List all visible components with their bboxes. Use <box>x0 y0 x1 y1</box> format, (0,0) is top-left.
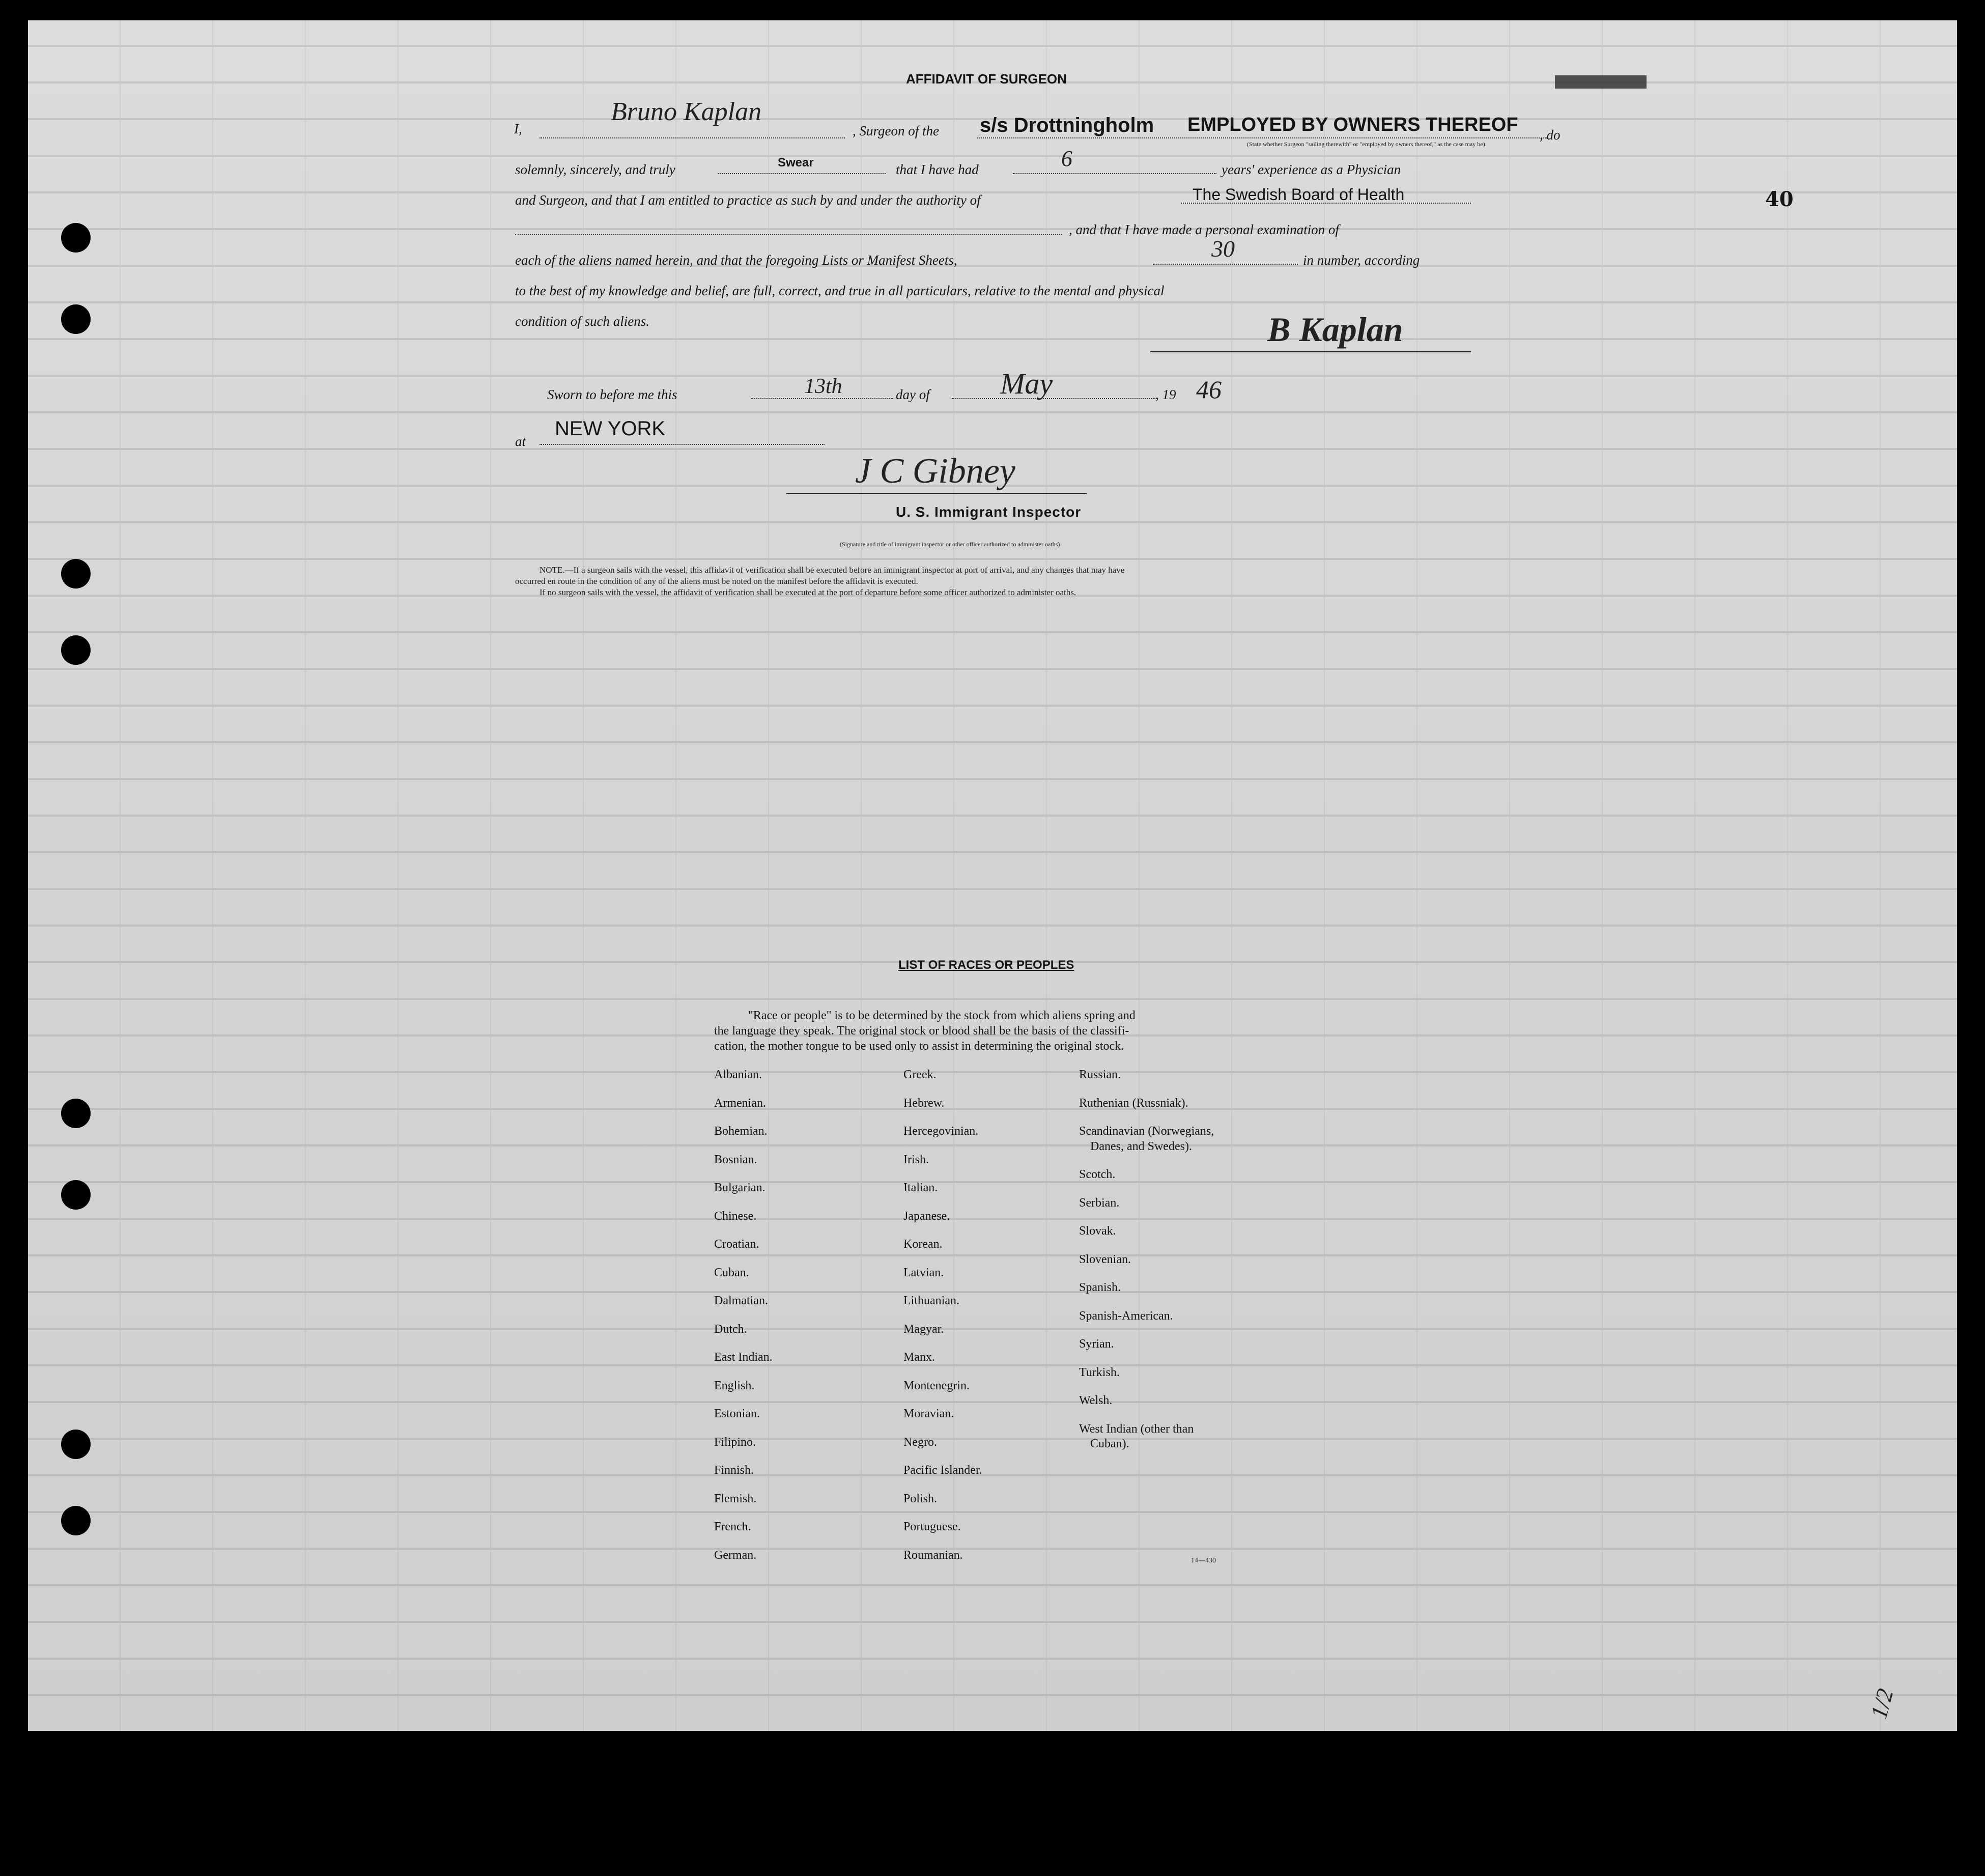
race-item: Chinese. <box>714 1209 757 1223</box>
authority-text: and Surgeon, and that I am entitled to practice as such by and under the authority of <box>515 192 981 208</box>
punch-hole <box>61 559 91 589</box>
race-item: Welsh. <box>1079 1394 1113 1407</box>
race-item: Scotch. <box>1079 1168 1116 1181</box>
authority-line <box>1181 203 1471 204</box>
inspector-title: U. S. Immigrant Inspector <box>896 504 1082 520</box>
sheets-value: 30 <box>1211 236 1235 262</box>
race-item: Korean. <box>903 1238 943 1251</box>
inspector-signature-line <box>786 493 1087 494</box>
sworn-year: 46 <box>1196 375 1222 404</box>
manifest-text: each of the aliens named herein, and that the foregoing Lists or Manifest Sheets, <box>515 253 957 268</box>
authority-line-2 <box>515 234 1062 235</box>
ship-line <box>977 137 1547 138</box>
at-label: at <box>515 434 526 449</box>
authority-value: The Swedish Board of Health <box>1193 185 1405 204</box>
surgeon-name: Bruno Kaplan <box>611 97 762 126</box>
name-line <box>540 137 845 138</box>
day-of-text: day of <box>896 387 930 402</box>
race-item: English. <box>714 1379 755 1392</box>
year-prefix: , 19 <box>1155 387 1176 402</box>
note-line-1: NOTE.—If a surgeon sails with the vessel, this affidavit of verification shall be executed before an immigrant inspector at port of arrival, and any changes that may have <box>540 565 1125 575</box>
race-item: Montenegrin. <box>903 1379 970 1392</box>
race-item: Spanish. <box>1079 1281 1121 1294</box>
races-intro-line: the language they speak. The original stock or blood shall be the basis of the classifi- <box>714 1024 1129 1038</box>
race-item: Slovak. <box>1079 1224 1116 1238</box>
race-item: Magyar. <box>903 1322 944 1336</box>
do-label: , do <box>1540 127 1561 143</box>
inspector-note: (Signature and title of immigrant inspector or other officer authorized to administer oaths) <box>840 541 1060 548</box>
punch-hole <box>61 1180 91 1210</box>
race-item: Russian. <box>1079 1068 1121 1081</box>
page-number: 40 <box>1765 187 1794 211</box>
race-item: Serbian. <box>1079 1196 1120 1210</box>
race-item: Spanish-American. <box>1079 1309 1173 1323</box>
bleed-through-texture <box>28 20 1957 1731</box>
sworn-text: Sworn to before me this <box>547 387 677 402</box>
sworn-day: 13th <box>804 375 842 398</box>
race-item: French. <box>714 1520 751 1533</box>
place-line <box>540 444 825 445</box>
inspector-signature: J C Gibney <box>855 452 1015 491</box>
ship-name: s/s Drottningholm <box>980 114 1154 136</box>
race-item: Negro. <box>903 1435 937 1449</box>
race-item: Ruthenian (Russniak). <box>1079 1096 1188 1110</box>
have-had-text: that I have had <box>896 162 979 177</box>
race-item: West Indian (other than <box>1079 1422 1194 1436</box>
race-item: Manx. <box>903 1351 935 1364</box>
race-item: Roumanian. <box>903 1548 963 1562</box>
race-item: Greek. <box>903 1068 937 1081</box>
sworn-month: May <box>1000 367 1053 400</box>
stamp-mark <box>1555 75 1647 89</box>
state-note: (State whether Surgeon "sailing therewith" or "employed by owners thereof," as the case may be) <box>1247 141 1485 148</box>
punch-hole <box>61 1099 91 1128</box>
race-item: Finnish. <box>714 1464 754 1477</box>
race-item: Italian. <box>903 1181 938 1194</box>
surgeon-signature: B Kaplan <box>1267 310 1403 349</box>
race-item: Bulgarian. <box>714 1181 765 1194</box>
race-item: Turkish. <box>1079 1365 1120 1379</box>
experience-text: years' experience as a Physician <box>1222 162 1401 177</box>
race-item: Danes, and Swedes). <box>1090 1139 1192 1153</box>
solemnly-text: solemnly, sincerely, and truly <box>515 162 675 177</box>
race-item: Scandinavian (Norwegians, <box>1079 1125 1214 1138</box>
swear-line <box>718 173 886 174</box>
race-item: Estonian. <box>714 1407 760 1420</box>
note-line-3: If no surgeon sails with the vessel, the affidavit of verification shall be executed at the port of departure before some officer authorized to administer oaths. <box>540 587 1076 597</box>
race-item: Armenian. <box>714 1096 766 1110</box>
surgeon-of-label: , Surgeon of the <box>853 123 939 138</box>
race-item: Bohemian. <box>714 1125 768 1138</box>
race-item: Hebrew. <box>903 1096 945 1110</box>
race-item: Irish. <box>903 1153 929 1166</box>
race-item: German. <box>714 1548 757 1562</box>
race-item: East Indian. <box>714 1351 773 1364</box>
race-item: Flemish. <box>714 1492 757 1505</box>
punch-hole <box>61 223 91 253</box>
punch-hole <box>61 635 91 665</box>
note-line-2: occurred en route in the condition of any of the aliens must be noted on the manifest before the affidavit is executed. <box>515 576 918 586</box>
form-number: 14—430 <box>1191 1557 1216 1564</box>
races-intro-line: cation, the mother tongue to be used only to assist in determining the original stock. <box>714 1040 1124 1053</box>
punch-hole <box>61 1430 91 1459</box>
years-line <box>1013 173 1216 174</box>
margin-mark: 1/2 <box>1865 1686 1898 1722</box>
month-line <box>952 398 1155 399</box>
race-item: Pacific Islander. <box>903 1464 982 1477</box>
race-item: Cuban). <box>1090 1437 1129 1450</box>
races-intro-line: "Race or people" is to be determined by the stock from which aliens spring and <box>748 1009 1136 1022</box>
race-item: Portuguese. <box>903 1520 961 1533</box>
knowledge-text: to the best of my knowledge and belief, are full, correct, and true in all particulars, relative to the mental and physical <box>515 283 1165 298</box>
race-item: Bosnian. <box>714 1153 757 1166</box>
swear-word: Swear <box>778 156 814 170</box>
condition-text: condition of such aliens. <box>515 314 649 329</box>
punch-hole <box>61 304 91 334</box>
years-value: 6 <box>1061 146 1072 171</box>
race-item: Cuban. <box>714 1266 749 1279</box>
race-item: Dutch. <box>714 1322 747 1336</box>
race-item: Hercegovinian. <box>903 1125 979 1138</box>
examination-text: , and that I have made a personal examination of <box>1069 222 1339 237</box>
signature-line <box>1150 351 1471 352</box>
races-title: LIST OF RACES OR PEOPLES <box>898 958 1074 972</box>
race-item: Dalmatian. <box>714 1294 768 1307</box>
in-number-text: in number, according <box>1303 253 1420 268</box>
race-item: Filipino. <box>714 1435 756 1449</box>
race-item: Croatian. <box>714 1238 759 1251</box>
race-item: Lithuanian. <box>903 1294 959 1307</box>
race-item: Japanese. <box>903 1209 950 1223</box>
race-item: Polish. <box>903 1492 938 1505</box>
sheets-line <box>1153 264 1298 265</box>
punch-hole <box>61 1506 91 1535</box>
race-item: Moravian. <box>903 1407 954 1420</box>
race-item: Latvian. <box>903 1266 944 1279</box>
affidavit-title: AFFIDAVIT OF SURGEON <box>906 71 1067 87</box>
race-item: Slovenian. <box>1079 1252 1131 1266</box>
place-value: NEW YORK <box>555 417 666 440</box>
race-item: Syrian. <box>1079 1337 1114 1351</box>
employment-status: EMPLOYED BY OWNERS THEREOF <box>1187 114 1518 135</box>
i-label: I, <box>514 121 522 136</box>
document-page <box>28 20 1957 1731</box>
race-item: Albanian. <box>714 1068 762 1081</box>
